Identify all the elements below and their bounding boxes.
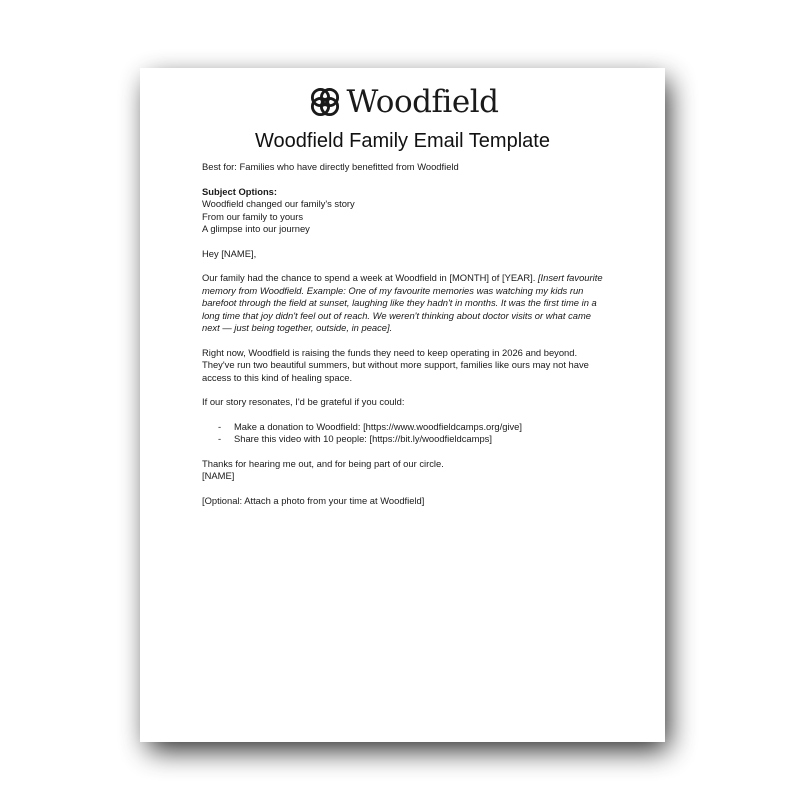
paragraph-story-placeholder: [Insert favourite memory from Woodfield. Example: One of my favourite memories was watching my kids run barefoot through the field at sunset, laughing like they hadn't in months. It was the first time in a long time that joy didn't feel out of reach. We weren't thinking about doctor visits or what came next — just being together, outside, in peace]. [202,272,603,333]
document-page [140,68,665,742]
paragraph-story-plain: Our family had the chance to spend a week at Woodfield in [MONTH] of [YEAR]. [202,272,538,283]
list-item [218,433,603,446]
signature: [NAME] [202,470,235,481]
knot-logo-icon [307,84,343,120]
subject-heading: Subject Options: [202,185,277,197]
greeting: Hey [NAME], [202,247,257,259]
brand-logo [202,82,603,122]
paragraph-funding: Right now, Woodfield is raising the funds they need to keep operating in 2026 and beyond. They've run two beautiful summers, but without more support, families like ours may not have access to this kind of healing space. [202,346,589,383]
brand-name: Woodfield [346,84,499,120]
subject-option: From our family to yours [202,210,304,222]
list-dash: - [218,433,222,444]
optional-note: [Optional: Attach a photo from your time at Woodfield] [202,494,425,506]
closing-line: Thanks for hearing me out, and for being part of our circle. [202,457,444,469]
list-item [218,421,603,434]
action-share: Share this video with 10 people: [https://bit.ly/woodfieldcamps] [234,433,492,444]
paragraph-ask: If our story resonates, I'd be grateful if you could: [202,396,405,407]
subject-option: A glimpse into our journey [202,223,310,234]
paragraph-story [202,272,603,335]
subject-option: Woodfield changed our family's story [202,198,355,209]
action-list [218,421,603,446]
action-donate: Make a donation to Woodfield: [https://www.woodfieldcamps.org/give] [234,420,523,432]
list-dash: - [218,420,222,432]
page-title: Woodfield Family Email Template [255,130,550,152]
best-for-line: Best for: Families who have directly benefitted from Woodfield [202,161,459,172]
